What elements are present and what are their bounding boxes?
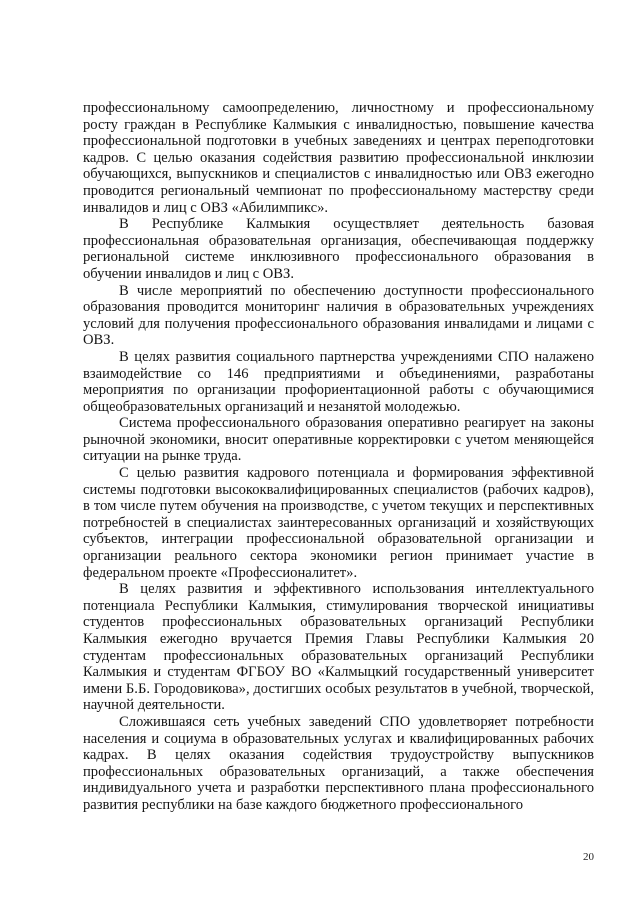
paragraph-5: Система профессионального образования оперативно реагирует на законы рыночной экономики, вносит оперативные корректировки с учетом меняющейся ситуации на рынке труда.	[83, 415, 594, 465]
paragraph-7: В целях развития и эффективного использования интеллектуального потенциала Республики Калмыкия, стимулирования творческой инициативы студентов профессиональных образовательных организаций Республики Калмыкия ежегодно вручается Премия Главы Республики Калмыкия 20 студентам профессиональных образовательных организаций Республики Калмыкия и студентам ФГБОУ ВО «Калмыцкий государственный университет имени Б.Б. Городовикова», достигших особых результатов в учебной, творческой, научной деятельности.	[83, 581, 594, 714]
body-text	[83, 100, 594, 814]
paragraph-3: В числе мероприятий по обеспечению доступности профессионального образования проводится мониторинг наличия в образовательных учреждениях условий для получения профессионального образования инвалидами и лицами с ОВЗ.	[83, 282, 594, 349]
paragraph-6: С целью развития кадрового потенциала и формирования эффективной системы подготовки высококвалифицированных специалистов (рабочих кадров), в том числе путем обучения на производстве, с учетом текущих и перспективных потребностей в специалистах заинтересованных организаций и хозяйствующих субъектов, интеграции профессиональной образовательной организации и организации реального сектора экономики регион принимает участие в федеральном проекте «Профессионалитет».	[83, 465, 594, 581]
paragraph-2: В Республике Калмыкия осуществляет деятельность базовая профессиональная образовательная организация, обеспечивающая поддержку региональной системе инклюзивного профессионального образования в обучении инвалидов и лиц с ОВЗ.	[83, 216, 594, 282]
page-number: 20	[583, 851, 594, 863]
paragraph-4: В целях развития социального партнерства учреждениями СПО налажено взаимодействие со 146 предприятиями и объединениями, разработаны мероприятия по организации профориентационной работы с обучающимися общеобразовательных организаций и незанятой молодежью.	[83, 348, 594, 415]
paragraph-1: профессиональному самоопределению, личностному и профессиональному росту граждан в Республике Калмыкия с инвалидностью, повышение качества профессиональной подготовки в учебных заведениях и центрах переподготовки кадров. С целью оказания содействия развитию профессиональной инклюзии обучающихся, выпускников и специалистов с инвалидностью или ОВЗ ежегодно проводится региональный чемпионат по профессиональному мастерству среди инвалидов и лиц с ОВЗ «Абилимпикс».	[83, 100, 594, 216]
paragraph-8: Сложившаяся сеть учебных заведений СПО удовлетворяет потребности населения и социума в образовательных услугах и квалифицированных рабочих кадрах. В целях оказания содействия трудоустройству выпускников профессиональных образовательных организаций, а также обеспечения индивидуального учета и разработки перспективного плана профессионального развития республики на базе каждого бюджетного профессионального	[83, 713, 594, 813]
